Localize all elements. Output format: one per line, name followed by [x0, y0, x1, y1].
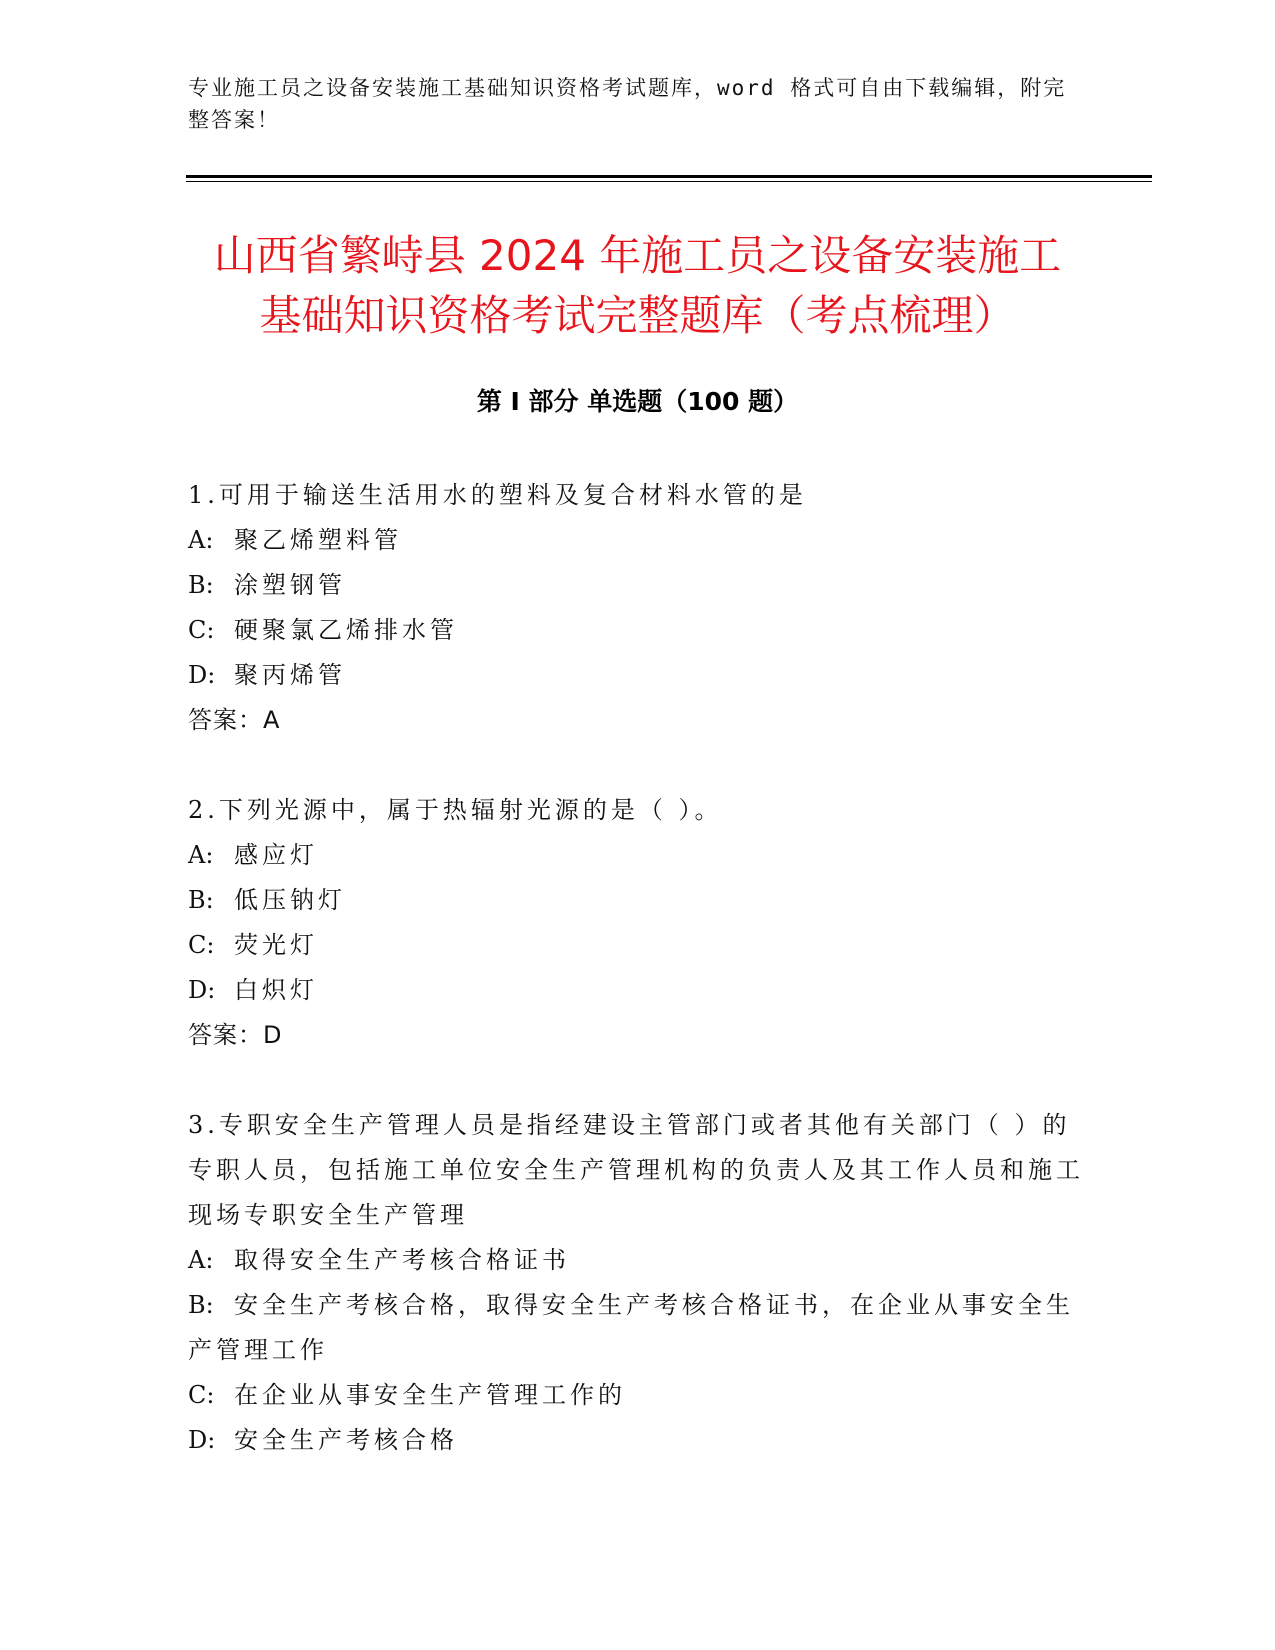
option-text: 硬聚氯乙烯排水管: [234, 616, 458, 644]
question-2: [188, 788, 1088, 1058]
option-d: [188, 968, 1088, 1013]
option-a: [188, 833, 1088, 878]
option-letter: A:: [188, 841, 214, 869]
option-letter: C:: [188, 1381, 215, 1409]
question-stem: 2.下列光源中，属于热辐射光源的是（ ）。: [188, 796, 723, 824]
option-text: 取得安全生产考核合格证书: [234, 1246, 570, 1274]
header-note: 专业施工员之设备安装施工基础知识资格考试题库，word 格式可自由下载编辑，附完整答案！: [188, 76, 1067, 132]
question-stem: 1.可用于输送生活用水的塑料及复合材料水管的是: [188, 481, 807, 509]
option-letter: D:: [188, 976, 216, 1004]
option-text: 聚乙烯塑料管: [234, 526, 402, 554]
question-list: [188, 473, 1088, 1508]
option-a: [188, 1238, 1088, 1283]
option-text: 白炽灯: [234, 976, 318, 1004]
option-c: [188, 1373, 1088, 1418]
option-letter: A:: [188, 1246, 214, 1274]
option-b: [188, 1283, 1088, 1373]
option-letter: B:: [188, 1291, 214, 1319]
answer-text: 答案：A: [188, 706, 281, 734]
option-b: [188, 878, 1088, 923]
option-letter: B:: [188, 571, 214, 599]
option-text: 感应灯: [234, 841, 318, 869]
option-text: 安全生产考核合格: [234, 1426, 458, 1454]
question-1: [188, 473, 1088, 743]
question-3: [188, 1103, 1088, 1463]
option-c: [188, 923, 1088, 968]
section-heading: 第 I 部分 单选题（100 题）: [476, 387, 799, 416]
option-text: 低压钠灯: [234, 886, 346, 914]
option-letter: D:: [188, 1426, 216, 1454]
option-c: [188, 608, 1088, 653]
header-divider-thin: [186, 181, 1152, 182]
header-divider-thick: [186, 175, 1152, 178]
option-text: 在企业从事安全生产管理工作的: [234, 1381, 626, 1409]
question-stem: 3.专职安全生产管理人员是指经建设主管部门或者其他有关部门（ ）的专职人员，包括施工单位安全生产管理机构的负责人及其工作人员和施工现场专职安全生产管理: [188, 1111, 1084, 1229]
option-letter: B:: [188, 886, 214, 914]
option-b: [188, 563, 1088, 608]
document-title: [150, 226, 1125, 346]
answer-text: 答案：D: [188, 1021, 283, 1049]
option-d: [188, 1418, 1088, 1463]
option-text: 安全生产考核合格，取得安全生产考核合格证书，在企业从事安全生产管理工作: [188, 1291, 1074, 1364]
option-a: [188, 518, 1088, 563]
option-letter: D:: [188, 661, 216, 689]
option-letter: A:: [188, 526, 214, 554]
option-text: 荧光灯: [234, 931, 318, 959]
option-letter: C:: [188, 616, 215, 644]
option-letter: C:: [188, 931, 215, 959]
option-text: 聚丙烯管: [234, 661, 346, 689]
option-d: [188, 653, 1088, 698]
title-line-1: 山西省繁峙县 2024 年施工员之设备安装施工: [213, 231, 1062, 280]
option-text: 涂塑钢管: [234, 571, 346, 599]
title-line-2: 基础知识资格考试完整题库（考点梳理）: [259, 291, 1016, 340]
